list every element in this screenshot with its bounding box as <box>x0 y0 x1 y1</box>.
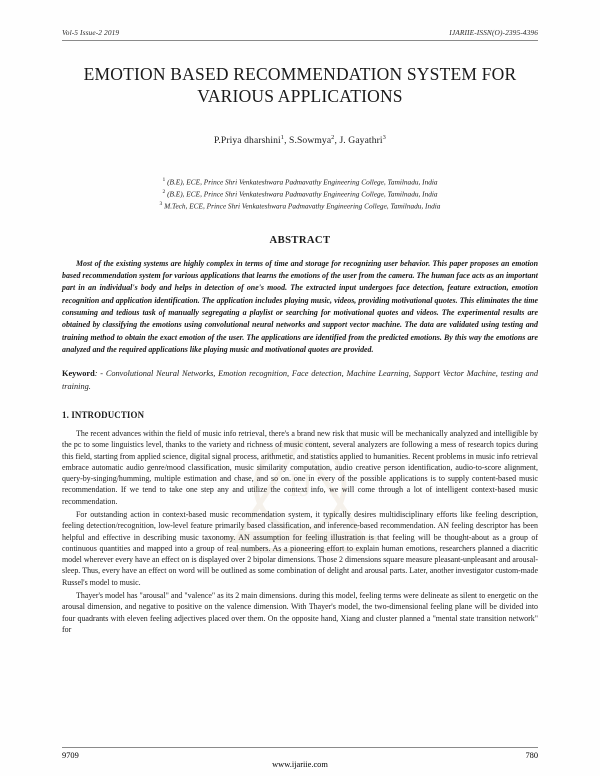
page-footer <box>62 747 538 769</box>
affiliation-sup: 1 <box>162 176 166 183</box>
page-title: EMOTION BASED RECOMMENDATION SYSTEM FOR VARIOUS APPLICATIONS <box>83 64 517 107</box>
page-content <box>62 28 538 748</box>
keywords-line <box>62 368 538 394</box>
affiliation-item <box>62 200 538 212</box>
author-1: P.Priya dharshini <box>214 134 281 146</box>
footer-divider <box>62 747 538 748</box>
affiliation-sup: 2 <box>162 189 166 196</box>
introduction-paragraph: The recent advances within the field of music info retrieval, there's a brand new risk that music will be mechanically analyzed and intelligible by the pc to some linguistics level, thanks to the variety and richness of music content, several analyzers are following a mess of research topics during this field, starting from applied science, digital signal process, arithmetic, and statistics applied to humanities. Recent problems in music info retrieval embrace automatic audio genre/mood classification, music similarity computation, audio creative person identification, audio-to-score alignment, query-by-singing/humming, multiple estimation and chase, and so on. one in every of the possible applications is to supply content-based music recommendation. If we tend to take one step any and utilize the context info, we will come through a lot of intelligent context-based music recommendation. <box>62 429 538 506</box>
abstract-text: Most of the existing systems are highly complex in terms of time and storage for recognizing user behavior. This paper proposes an emotion based recommendation system for various applications that learns the emotions of the user from the camera. The human face acts as an important part in an individual's body and helps in detection of one's mood. The extracted input undergoes face detection, feature extraction, emotion recognition and application identification. The application includes playing music, videos, providing motivational quotes. This eliminates the time consuming and tedious task of manually segregating a playlist or searching for motivational quotes and videos. The experimental results are obtained by classifying the emotions using convolutional neural networks and support vector machine. The data are validated using testing and training method to obtain the exact emotion of the user. The applications are identified from the predicted emotions. By this way the emotions are analyzed and the required applications like playing music and motivational quotes are provided. <box>62 258 538 354</box>
svg-text:IJ: IJ <box>287 467 313 504</box>
author-3-sup: 3 <box>382 133 386 141</box>
affiliation-text: M.Tech, ECE, Prince Shri Venkateshwara Padmavathy Engineering College, Tamilnadu, India <box>164 201 441 211</box>
introduction-paragraph: For outstanding action in context-based music recommendation system, it typically desires multidisciplinary efforts like feeling description, feeling detection/recognition, low-level feature primarily based classification, and inference-based recommendation. AN feeling descriptor has been helpful and effective in describing music taxonomy. AN assumption for feeling illustration is that feeling will be thought-about as a group of continuous quantities and mapped into a group of real numbers. As a pioneering effort to explain human emotions, researchers planned a diacritic model wherever every have an effect on is displayed over 2 bipolar dimensions. Those 2 dimensions square measure pleasant-unpleasant and arousal-sleep. Thus, every have an effect on word will be outlined as some combination of delight and arousal parts. Later, another investigator custom-made Russel's model to music. <box>62 509 538 587</box>
page-header <box>62 28 538 37</box>
footer-center: www.ijariie.com <box>272 760 328 769</box>
footer-right: 780 <box>525 751 538 760</box>
affiliation-item <box>62 188 538 200</box>
author-1-sup: 1 <box>280 133 285 141</box>
header-divider <box>62 40 538 41</box>
author-3: , J. Gayathri <box>334 134 383 146</box>
introduction-heading: 1. INTRODUCTION <box>62 410 145 421</box>
affiliation-item <box>62 176 538 188</box>
affiliation-sup: 3 <box>159 201 163 208</box>
introduction-paragraph: Thayer's model has "arousal" and "valence" as its 2 main dimensions. during this model, feeling terms were delineate as silent to energetic on the arousal dimension, and negative to positive on the valence dimension. With Thayer's model, the two-dimensional feeling plane will be divided into four quadrants with eleven feeling adjectives placed over them. On the opposite hand, Xiang and cluster planned a "mental state transition network" for <box>62 590 538 634</box>
author-2-sup: 2 <box>331 133 335 141</box>
header-right: IJARIIE-ISSN(O)-2395-4396 <box>449 28 538 37</box>
header-left: Vol-5 Issue-2 2019 <box>62 28 120 37</box>
author-2: , S.Sowmya <box>284 134 332 146</box>
abstract-heading: ABSTRACT <box>269 234 331 246</box>
affiliation-list <box>62 176 538 213</box>
affiliation-text: (B.E), ECE, Prince Shri Venkateshwara Padmavathy Engineering College, Tamilnadu, India <box>167 189 438 199</box>
author-list <box>62 134 538 146</box>
keywords-label: Keyword <box>62 369 95 379</box>
affiliation-text: (B.E), ECE, Prince Shri Venkateshwara Padmavathy Engineering College, Tamilnadu, India <box>167 177 438 187</box>
footer-left: 9709 <box>62 751 79 760</box>
keywords-text: : - Convolutional Neural Networks, Emotion recognition, Face detection, Machine Learning, Support Vector Machine, testing and training. <box>62 369 538 392</box>
